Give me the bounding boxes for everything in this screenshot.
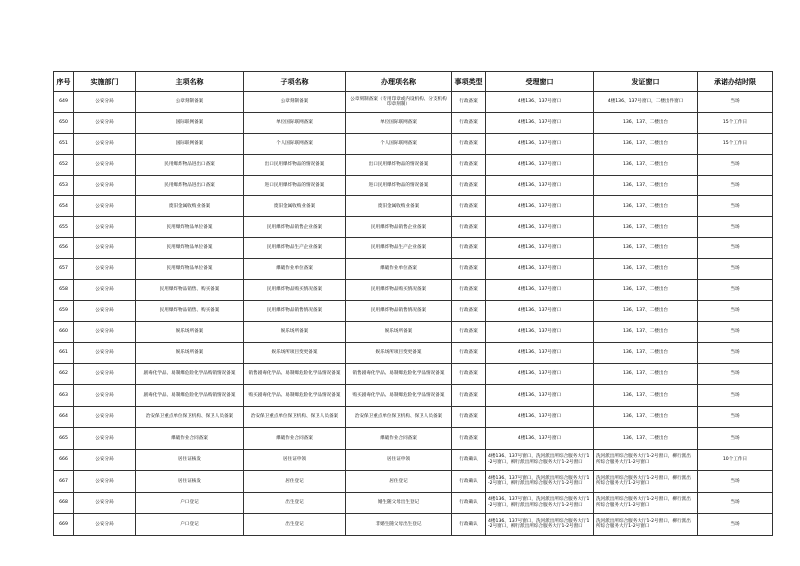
- cell-department: 公安分局: [74, 406, 136, 428]
- cell-sub-item: 出口民用爆炸物品的情况备案: [244, 154, 346, 175]
- cell-department: 公安分局: [74, 112, 136, 133]
- cell-main-item: 剧毒化学品、易制爆危险化学品购销情况备案: [136, 363, 244, 385]
- cell-sub-item: 废旧金属收购业备案: [244, 196, 346, 217]
- cell-issuance-window: 136、137、二楼出台: [594, 321, 698, 342]
- cell-seq: 656: [54, 238, 74, 259]
- cell-acceptance-window: 4楼136、137号窗口: [486, 259, 594, 280]
- cell-item-type: 行政确认: [452, 449, 486, 471]
- cell-acceptance-window: 4楼136、137号窗口: [486, 300, 594, 321]
- cell-acceptance-window: 4楼136、137号窗口，洗河派出所综合服务大厅1-2号窗口，柳行派出所综合服务大厅1-2号窗口: [486, 514, 594, 536]
- cell-main-item: 居住证核发: [136, 449, 244, 471]
- cell-item-type: 行政备案: [452, 175, 486, 196]
- cell-seq: 657: [54, 259, 74, 280]
- table-row: [54, 428, 773, 450]
- cell-handling-item: 娱乐场所备案: [346, 321, 452, 342]
- cell-item-type: 行政备案: [452, 321, 486, 342]
- cell-main-item: 公章刻制备案: [136, 92, 244, 113]
- cell-seq: 667: [54, 471, 74, 493]
- cell-item-type: 行政备案: [452, 259, 486, 280]
- cell-item-type: 行政备案: [452, 196, 486, 217]
- cell-item-type: 行政备案: [452, 406, 486, 428]
- cell-main-item: 国际联网备案: [136, 112, 244, 133]
- cell-time-limit: 10个工作日: [698, 449, 773, 471]
- cell-main-item: 民用爆炸物品单位备案: [136, 238, 244, 259]
- cell-department: 公安分局: [74, 280, 136, 301]
- cell-handling-item: 出口民用爆炸物品的情况备案: [346, 154, 452, 175]
- cell-issuance-window: 136、137、二楼出台: [594, 363, 698, 385]
- cell-main-item: 剧毒化学品、易制爆危险化学品购销情况备案: [136, 385, 244, 407]
- cell-main-item: 废旧金属收购业备案: [136, 196, 244, 217]
- cell-issuance-window: 136、137、二楼出台: [594, 175, 698, 196]
- cell-main-item: 民用爆炸物品进出口备案: [136, 154, 244, 175]
- cell-handling-item: 爆破作业合同备案: [346, 428, 452, 450]
- table-row: [54, 196, 773, 217]
- cell-item-type: 行政备案: [452, 428, 486, 450]
- table-row: [54, 175, 773, 196]
- cell-time-limit: 当场: [698, 514, 773, 536]
- cell-main-item: 民用爆炸物品销售、购买备案: [136, 300, 244, 321]
- cell-item-type: 行政备案: [452, 300, 486, 321]
- cell-time-limit: 当场: [698, 321, 773, 342]
- cell-handling-item: 个人国际联网备案: [346, 133, 452, 154]
- cell-main-item: 爆破作业合同备案: [136, 428, 244, 450]
- cell-handling-item: 娱乐场所项目变更备案: [346, 342, 452, 363]
- cell-main-item: 民用爆炸物品销售、购买备案: [136, 280, 244, 301]
- cell-sub-item: 居住证申领: [244, 449, 346, 471]
- cell-item-type: 行政备案: [452, 385, 486, 407]
- cell-department: 公安分局: [74, 449, 136, 471]
- cell-item-type: 行政备案: [452, 154, 486, 175]
- cell-acceptance-window: 4楼136、137号窗口: [486, 92, 594, 113]
- table-row: [54, 133, 773, 154]
- cell-seq: 654: [54, 196, 74, 217]
- cell-seq: 649: [54, 92, 74, 113]
- cell-issuance-window: 136、137、二楼出台: [594, 280, 698, 301]
- cell-seq: 662: [54, 363, 74, 385]
- cell-item-type: 行政备案: [452, 238, 486, 259]
- cell-time-limit: 当场: [698, 238, 773, 259]
- cell-issuance-window: 洗河派出所综合服务大厅1-2号窗口，柳行派出所综合服务大厅1-2号窗口: [594, 514, 698, 536]
- table-row: [54, 342, 773, 363]
- cell-handling-item: 民用爆炸物品销售情况备案: [346, 300, 452, 321]
- cell-main-item: 娱乐场所备案: [136, 321, 244, 342]
- cell-issuance-window: 136、137、二楼出台: [594, 196, 698, 217]
- cell-sub-item: 娱乐场所项目变更备案: [244, 342, 346, 363]
- cell-seq: 663: [54, 385, 74, 407]
- cell-issuance-window: 136、137、二楼出台: [594, 342, 698, 363]
- cell-department: 公安分局: [74, 514, 136, 536]
- cell-issuance-window: 136、137、二楼出台: [594, 385, 698, 407]
- table-row: [54, 514, 773, 536]
- table-row: [54, 363, 773, 385]
- cell-issuance-window: 136、137、二楼出台: [594, 406, 698, 428]
- cell-department: 公安分局: [74, 471, 136, 493]
- cell-issuance-window: 洗河派出所综合服务大厅1-2号窗口，柳行派出所综合服务大厅1-2号窗口: [594, 492, 698, 514]
- cell-handling-item: 销售剧毒化学品、易制爆危险化学品情况备案: [346, 363, 452, 385]
- cell-sub-item: 进口民用爆炸物品的情况备案: [244, 175, 346, 196]
- cell-handling-item: 居住登记: [346, 471, 452, 493]
- cell-seq: 651: [54, 133, 74, 154]
- table-row: [54, 471, 773, 493]
- cell-sub-item: 爆破作业单位备案: [244, 259, 346, 280]
- cell-acceptance-window: 4楼136、137号窗口: [486, 406, 594, 428]
- table-row: [54, 217, 773, 238]
- cell-time-limit: 当场: [698, 300, 773, 321]
- cell-seq: 661: [54, 342, 74, 363]
- cell-handling-item: 进口民用爆炸物品的情况备案: [346, 175, 452, 196]
- cell-department: 公安分局: [74, 217, 136, 238]
- table-row: [54, 112, 773, 133]
- header-handling-item: 办理项名称: [346, 72, 452, 92]
- cell-seq: 655: [54, 217, 74, 238]
- table-row: [54, 385, 773, 407]
- cell-time-limit: 当场: [698, 259, 773, 280]
- cell-acceptance-window: 4楼136、137号窗口: [486, 112, 594, 133]
- cell-sub-item: 单位国际联网备案: [244, 112, 346, 133]
- cell-department: 公安分局: [74, 133, 136, 154]
- cell-department: 公安分局: [74, 238, 136, 259]
- cell-item-type: 行政备案: [452, 133, 486, 154]
- cell-acceptance-window: 4楼136、137号窗口: [486, 321, 594, 342]
- cell-item-type: 行政确认: [452, 492, 486, 514]
- cell-main-item: 居住证核发: [136, 471, 244, 493]
- cell-handling-item: 爆破作业单位备案: [346, 259, 452, 280]
- cell-time-limit: 当场: [698, 428, 773, 450]
- cell-sub-item: 购买剧毒化学品、易制爆危险化学品情况备案: [244, 385, 346, 407]
- cell-handling-item: 民用爆炸物品销售企业备案: [346, 217, 452, 238]
- cell-time-limit: 当场: [698, 342, 773, 363]
- cell-time-limit: 当场: [698, 92, 773, 113]
- cell-main-item: 户口登记: [136, 514, 244, 536]
- table-row: [54, 492, 773, 514]
- table-row: [54, 154, 773, 175]
- cell-handling-item: 购买剧毒化学品、易制爆危险化学品情况备案: [346, 385, 452, 407]
- header-item-type: 事项类型: [452, 72, 486, 92]
- cell-seq: 668: [54, 492, 74, 514]
- cell-acceptance-window: 4楼136、137号窗口: [486, 385, 594, 407]
- cell-acceptance-window: 4楼136、137号窗口: [486, 363, 594, 385]
- cell-seq: 666: [54, 449, 74, 471]
- cell-department: 公安分局: [74, 385, 136, 407]
- cell-department: 公安分局: [74, 342, 136, 363]
- cell-department: 公安分局: [74, 196, 136, 217]
- cell-department: 公安分局: [74, 492, 136, 514]
- cell-seq: 665: [54, 428, 74, 450]
- cell-acceptance-window: 4楼136、137号窗口: [486, 196, 594, 217]
- cell-main-item: 民用爆炸物品进出口备案: [136, 175, 244, 196]
- header-sub-item: 子项名称: [244, 72, 346, 92]
- header-issuance-window: 发证窗口: [594, 72, 698, 92]
- header-time-limit: 承诺办结时限: [698, 72, 773, 92]
- cell-issuance-window: 136、137、二楼出台: [594, 217, 698, 238]
- cell-seq: 659: [54, 300, 74, 321]
- cell-time-limit: 当场: [698, 471, 773, 493]
- cell-acceptance-window: 4楼136、137号窗口: [486, 133, 594, 154]
- cell-time-limit: 当场: [698, 154, 773, 175]
- header-acceptance-window: 受理窗口: [486, 72, 594, 92]
- cell-issuance-window: 136、137、二楼出台: [594, 112, 698, 133]
- cell-item-type: 行政备案: [452, 92, 486, 113]
- cell-department: 公安分局: [74, 259, 136, 280]
- cell-sub-item: 出生登记: [244, 514, 346, 536]
- cell-handling-item: 民用爆炸物品生产企业备案: [346, 238, 452, 259]
- cell-acceptance-window: 4楼136、137号窗口: [486, 238, 594, 259]
- cell-time-limit: 15个工作日: [698, 133, 773, 154]
- cell-item-type: 行政备案: [452, 112, 486, 133]
- cell-item-type: 行政备案: [452, 217, 486, 238]
- cell-handling-item: 居住证申领: [346, 449, 452, 471]
- cell-department: 公安分局: [74, 300, 136, 321]
- cell-item-type: 行政确认: [452, 471, 486, 493]
- table-row: [54, 259, 773, 280]
- cell-handling-item: 治安保卫重点单位保卫机构、保卫人员备案: [346, 406, 452, 428]
- cell-item-type: 行政备案: [452, 342, 486, 363]
- cell-department: 公安分局: [74, 92, 136, 113]
- header-seq: 序号: [54, 72, 74, 92]
- cell-time-limit: 当场: [698, 492, 773, 514]
- cell-sub-item: 民用爆炸物品销售情况备案: [244, 300, 346, 321]
- cell-issuance-window: 洗河派出所综合服务大厅1-2号窗口，柳行派出所综合服务大厅1-2号窗口: [594, 449, 698, 471]
- cell-time-limit: 当场: [698, 280, 773, 301]
- cell-sub-item: 治安保卫重点单位保卫机构、保卫人员备案: [244, 406, 346, 428]
- cell-time-limit: 当场: [698, 217, 773, 238]
- header-department: 实施部门: [74, 72, 136, 92]
- cell-seq: 650: [54, 112, 74, 133]
- cell-main-item: 户口登记: [136, 492, 244, 514]
- cell-item-type: 行政备案: [452, 280, 486, 301]
- cell-seq: 653: [54, 175, 74, 196]
- cell-main-item: 治安保卫重点单位保卫机构、保卫人员备案: [136, 406, 244, 428]
- cell-handling-item: 民用爆炸物品购买情况备案: [346, 280, 452, 301]
- cell-seq: 660: [54, 321, 74, 342]
- cell-issuance-window: 4楼136、137号窗口，二楼出件窗口: [594, 92, 698, 113]
- cell-acceptance-window: 4楼136、137号窗口: [486, 217, 594, 238]
- cell-sub-item: 爆破作业合同备案: [244, 428, 346, 450]
- cell-handling-item: 非婚生随父母出生登记: [346, 514, 452, 536]
- cell-acceptance-window: 4楼136、137号窗口: [486, 280, 594, 301]
- cell-acceptance-window: 4楼136、137号窗口: [486, 342, 594, 363]
- cell-main-item: 民用爆炸物品单位备案: [136, 259, 244, 280]
- table-row: [54, 300, 773, 321]
- cell-sub-item: 民用爆炸物品销售企业备案: [244, 217, 346, 238]
- cell-issuance-window: 洗河派出所综合服务大厅1-2号窗口，柳行派出所综合服务大厅1-2号窗口: [594, 471, 698, 493]
- cell-time-limit: 当场: [698, 363, 773, 385]
- cell-department: 公安分局: [74, 428, 136, 450]
- table-row: [54, 321, 773, 342]
- cell-sub-item: 出生登记: [244, 492, 346, 514]
- cell-main-item: 国际联网备案: [136, 133, 244, 154]
- cell-time-limit: 当场: [698, 175, 773, 196]
- cell-issuance-window: 136、137、二楼出台: [594, 133, 698, 154]
- cell-sub-item: 居住登记: [244, 471, 346, 493]
- cell-acceptance-window: 4楼136、137号窗口: [486, 154, 594, 175]
- cell-sub-item: 民用爆炸物品生产企业备案: [244, 238, 346, 259]
- header-main-item: 主项名称: [136, 72, 244, 92]
- cell-sub-item: 个人国际联网备案: [244, 133, 346, 154]
- cell-sub-item: 销售剧毒化学品、易制爆危险化学品情况备案: [244, 363, 346, 385]
- cell-item-type: 行政确认: [452, 514, 486, 536]
- cell-acceptance-window: 4楼136、137号窗口，洗河派出所综合服务大厅1-2号窗口，柳行派出所综合服务大厅1-2号窗口: [486, 471, 594, 493]
- cell-acceptance-window: 4楼136、137号窗口，洗河派出所综合服务大厅1-2号窗口，柳行派出所综合服务大厅1-2号窗口: [486, 449, 594, 471]
- cell-acceptance-window: 4楼136、137号窗口，洗河派出所综合服务大厅1-2号窗口，柳行派出所综合服务大厅1-2号窗口: [486, 492, 594, 514]
- cell-department: 公安分局: [74, 175, 136, 196]
- table-row: [54, 238, 773, 259]
- table-row: [54, 406, 773, 428]
- service-items-table: [53, 71, 773, 536]
- cell-seq: 658: [54, 280, 74, 301]
- table-row: [54, 92, 773, 113]
- cell-sub-item: 民用爆炸物品购买情况备案: [244, 280, 346, 301]
- cell-issuance-window: 136、137、二楼出台: [594, 259, 698, 280]
- cell-seq: 664: [54, 406, 74, 428]
- cell-handling-item: 婚生随父母出生登记: [346, 492, 452, 514]
- cell-handling-item: 废旧金属收购业备案: [346, 196, 452, 217]
- cell-main-item: 娱乐场所备案: [136, 342, 244, 363]
- cell-main-item: 民用爆炸物品单位备案: [136, 217, 244, 238]
- cell-department: 公安分局: [74, 363, 136, 385]
- cell-seq: 652: [54, 154, 74, 175]
- cell-time-limit: 当场: [698, 406, 773, 428]
- cell-sub-item: 公章刻制备案: [244, 92, 346, 113]
- cell-department: 公安分局: [74, 154, 136, 175]
- cell-time-limit: 当场: [698, 196, 773, 217]
- cell-sub-item: 娱乐场所备案: [244, 321, 346, 342]
- cell-issuance-window: 136、137、二楼出台: [594, 238, 698, 259]
- cell-department: 公安分局: [74, 321, 136, 342]
- cell-acceptance-window: 4楼136、137号窗口: [486, 175, 594, 196]
- cell-time-limit: 15个工作日: [698, 112, 773, 133]
- cell-acceptance-window: 4楼136、137号窗口: [486, 428, 594, 450]
- cell-issuance-window: 136、137、二楼出台: [594, 154, 698, 175]
- cell-seq: 669: [54, 514, 74, 536]
- cell-issuance-window: 136、137、二楼出台: [594, 428, 698, 450]
- cell-time-limit: 当场: [698, 385, 773, 407]
- cell-handling-item: 单位国际联网备案: [346, 112, 452, 133]
- cell-issuance-window: 136、137、二楼出台: [594, 300, 698, 321]
- cell-item-type: 行政备案: [452, 363, 486, 385]
- table-header-row: [54, 72, 773, 92]
- table-row: [54, 449, 773, 471]
- cell-handling-item: 公章刻制备案（专用印章或内设机构、分支机构印章刻制）: [346, 92, 452, 113]
- table-row: [54, 280, 773, 301]
